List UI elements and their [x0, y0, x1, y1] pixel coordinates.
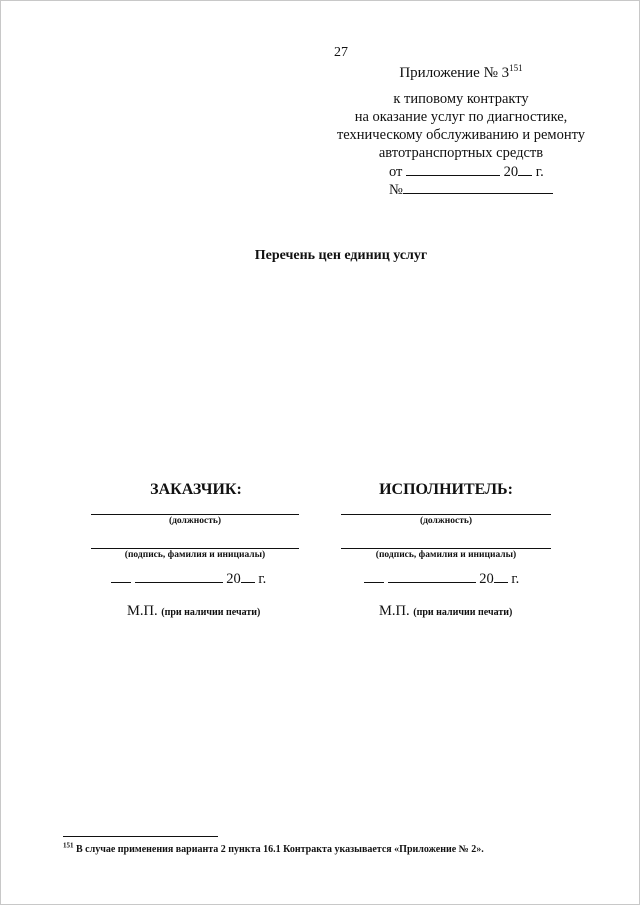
contractor-day-blank [364, 568, 384, 583]
customer-stamp-label: М.П. [127, 603, 158, 619]
customer-position-line [91, 514, 299, 515]
contractor-stamp-note: (при наличии печати) [413, 607, 513, 618]
customer-year-suffix: г. [258, 571, 267, 587]
customer-year-blank [241, 568, 255, 583]
footnote-text: В случае применения варианта 2 пункта 16.1 Контракта указывается «Приложение № 2». [76, 844, 484, 855]
contract-ref-line-2: на оказание услуг по диагностике, [354, 109, 568, 125]
page-number: 27 [334, 45, 348, 60]
contractor-position-caption: (должность) [419, 516, 473, 526]
list-title: Перечень цен единиц услуг [254, 248, 428, 263]
date-year-prefix: 20 [503, 164, 519, 180]
appendix-footnote-ref: 151 [509, 63, 523, 73]
customer-stamp-note: (при наличии печати) [161, 607, 261, 618]
customer-day-blank [111, 568, 131, 583]
contractor-month-blank [388, 568, 476, 583]
date-blank [406, 161, 500, 176]
contract-ref-line-3: техническому обслуживанию и ремонту [336, 127, 586, 143]
customer-date-row [111, 568, 311, 588]
contract-reference [321, 90, 601, 162]
appendix-title [341, 65, 581, 82]
footnote-number: 151 [63, 841, 74, 850]
contractor-year-blank [494, 568, 508, 583]
customer-position-caption: (должность) [168, 516, 222, 526]
customer-signature-caption: (подпись, фамилия и инициалы) [124, 550, 266, 560]
date-year-suffix: г. [535, 164, 544, 180]
customer-signature-line [91, 548, 299, 549]
contract-date-line [389, 161, 589, 181]
contractor-heading: ИСПОЛНИТЕЛЬ: [379, 481, 513, 498]
contractor-signature-caption: (подпись, фамилия и инициалы) [375, 550, 517, 560]
number-blank [403, 179, 553, 194]
contract-number-line [389, 179, 589, 199]
contract-ref-line-4: автотранспортных средств [378, 145, 544, 161]
contractor-stamp-label: М.П. [379, 603, 410, 619]
number-prefix: № [389, 182, 403, 198]
customer-month-blank [135, 568, 223, 583]
contractor-signature-line [341, 548, 551, 549]
customer-year-prefix: 20 [226, 571, 241, 587]
contractor-year-prefix: 20 [479, 571, 494, 587]
contractor-date-row [364, 568, 564, 588]
contractor-year-suffix: г. [511, 571, 520, 587]
contract-ref-line-1: к типовому контракту [393, 91, 529, 107]
contractor-position-line [341, 514, 551, 515]
contractor-stamp [379, 603, 569, 620]
footnote [63, 841, 603, 855]
customer-stamp [127, 603, 317, 620]
year-blank [518, 161, 532, 176]
appendix-title-text: Приложение № 3 [399, 65, 510, 81]
date-prefix: от [389, 164, 403, 180]
customer-heading: ЗАКАЗЧИК: [150, 481, 242, 498]
footnote-separator [63, 836, 218, 837]
